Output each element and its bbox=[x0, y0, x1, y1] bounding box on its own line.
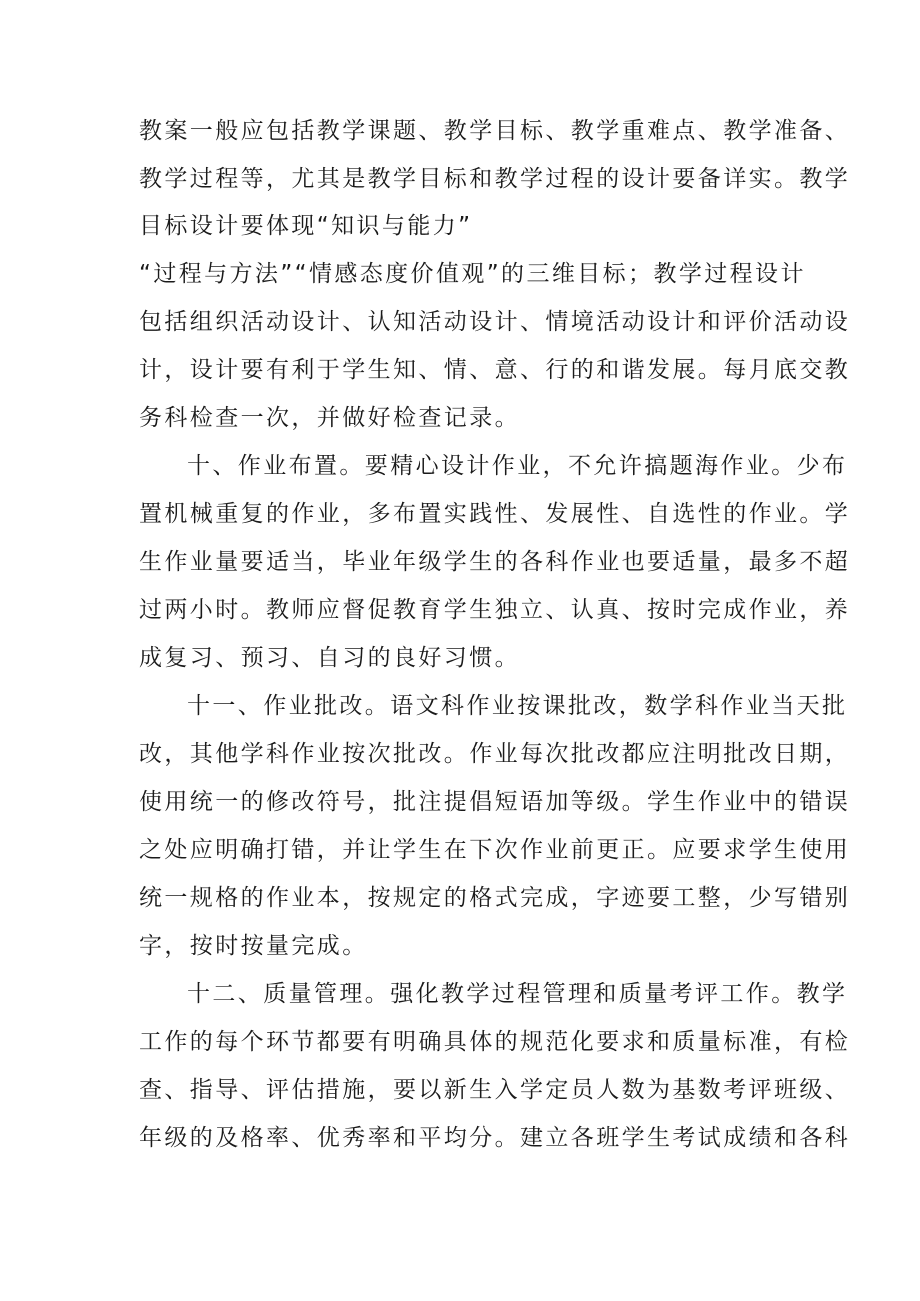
text-line: “过程与方法”“情感态度价值观”的三维目标；教学过程设计 bbox=[139, 261, 806, 287]
text-line: 生作业量要适当，毕业年级学生的各科作业也要适量，最多不超 bbox=[139, 549, 851, 575]
text-line: 年级的及格率、优秀率和平均分。建立各班学生考试成绩和各科 bbox=[139, 1125, 851, 1151]
text-line: 字，按时按量完成。 bbox=[139, 933, 368, 959]
paragraph-heading-11: 十一、作业批改。语文科作业按课批改，数学科作业当天批 bbox=[187, 693, 848, 719]
text-line: 之处应明确打错，并让学生在下次作业前更正。应要求学生使用 bbox=[139, 837, 851, 863]
text-line: 目标设计要体现“知识与能力” bbox=[139, 213, 473, 239]
text-line: 查、指导、评估措施，要以新生入学定员人数为基数考评班级、 bbox=[139, 1077, 851, 1103]
text-line: 计，设计要有利于学生知、情、意、行的和谐发展。每月底交教 bbox=[139, 357, 851, 383]
text-line: 工作的每个环节都要有明确具体的规范化要求和质量标准，有检 bbox=[139, 1029, 851, 1055]
text-line: 教案一般应包括教学课题、教学目标、教学重难点、教学准备、 bbox=[139, 118, 851, 144]
text-line: 包括组织活动设计、认知活动设计、情境活动设计和评价活动设 bbox=[139, 309, 851, 335]
text-line: 务科检查一次，并做好检查记录。 bbox=[139, 405, 520, 431]
text-line: 置机械重复的作业，多布置实践性、发展性、自选性的作业。学 bbox=[139, 501, 851, 527]
text-line: 改，其他学科作业按次批改。作业每次批改都应注明批改日期， bbox=[139, 741, 851, 767]
text-line: 过两小时。教师应督促教育学生独立、认真、按时完成作业，养 bbox=[139, 597, 851, 623]
text-line: 成复习、预习、自习的良好习惯。 bbox=[139, 645, 520, 671]
text-line: 统一规格的作业本，按规定的格式完成，字迹要工整，少写错别 bbox=[139, 885, 851, 911]
text-line: 使用统一的修改符号，批注提倡短语加等级。学生作业中的错误 bbox=[139, 789, 851, 815]
text-line: 教学过程等，尤其是教学目标和教学过程的设计要备详实。教学 bbox=[139, 166, 851, 192]
paragraph-heading-10: 十、作业布置。要精心设计作业，不允许搞题海作业。少布 bbox=[187, 453, 848, 479]
paragraph-heading-12: 十二、质量管理。强化教学过程管理和质量考评工作。教学 bbox=[187, 981, 848, 1007]
